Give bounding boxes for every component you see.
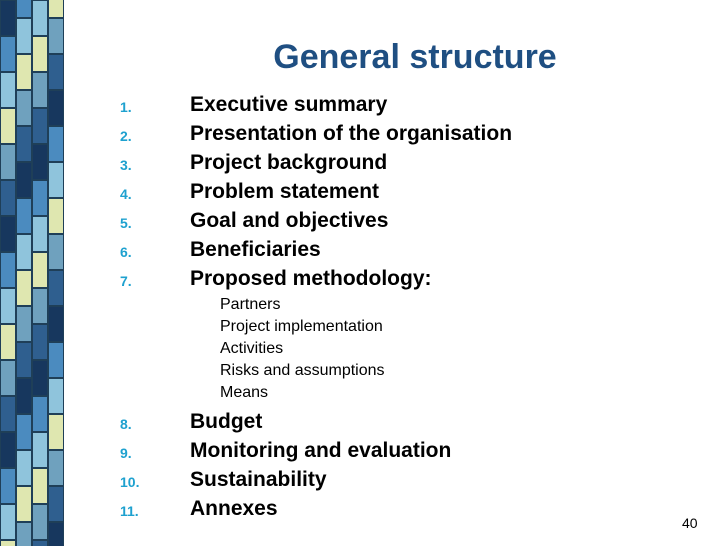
- sub-list-item: Activities: [220, 340, 284, 357]
- list-item: [120, 437, 680, 466]
- item-label: Goal and objectives: [190, 209, 389, 232]
- item-label: Monitoring and evaluation: [190, 439, 452, 462]
- decorative-square: [48, 126, 64, 162]
- decorative-square: [16, 54, 32, 90]
- decorative-square: [48, 18, 64, 54]
- decorative-square: [48, 486, 64, 522]
- decorative-square: [32, 432, 48, 468]
- decorative-square: [0, 36, 16, 72]
- decorative-square: [48, 378, 64, 414]
- decorative-square: [0, 144, 16, 180]
- decorative-square: [48, 0, 64, 18]
- decorative-square: [0, 216, 16, 252]
- decorative-square: [32, 36, 48, 72]
- item-number: 8.: [120, 416, 132, 432]
- decorative-square: [0, 324, 16, 360]
- decorative-square: [32, 180, 48, 216]
- decorative-square: [32, 396, 48, 432]
- decorative-square: [32, 504, 48, 540]
- structure-list: [120, 91, 680, 524]
- decorative-square: [0, 360, 16, 396]
- decorative-square: [16, 18, 32, 54]
- decorative-square: [32, 540, 48, 546]
- item-number: 5.: [120, 215, 132, 231]
- slide-title: General structure: [273, 38, 557, 76]
- decorative-square: [32, 288, 48, 324]
- decorative-square: [32, 324, 48, 360]
- item-number: 10.: [120, 474, 140, 490]
- decorative-square: [16, 270, 32, 306]
- decorative-square: [16, 342, 32, 378]
- decorative-square: [32, 72, 48, 108]
- sub-list-item: Means: [220, 384, 269, 401]
- list-item: [120, 265, 680, 294]
- decorative-square: [0, 288, 16, 324]
- item-number: 6.: [120, 244, 132, 260]
- list-item: [120, 149, 680, 178]
- list-item: [120, 120, 680, 149]
- item-label: Budget: [190, 410, 263, 433]
- decorative-square: [0, 504, 16, 540]
- decorative-square: [48, 198, 64, 234]
- decorative-square: [0, 396, 16, 432]
- sub-list-item: Partners: [220, 296, 281, 313]
- decorative-square: [0, 432, 16, 468]
- decorative-square: [0, 468, 16, 504]
- decorative-square: [48, 234, 64, 270]
- item-number: 2.: [120, 128, 132, 144]
- decorative-square: [16, 234, 32, 270]
- item-label: Annexes: [190, 497, 278, 520]
- decorative-square: [0, 108, 16, 144]
- decorative-square: [16, 450, 32, 486]
- decorative-square: [48, 306, 64, 342]
- decorative-square: [48, 342, 64, 378]
- sub-list-item: Risks and assumptions: [220, 362, 385, 379]
- decorative-square: [16, 522, 32, 546]
- decorative-square: [48, 162, 64, 198]
- item-label: Executive summary: [190, 93, 388, 116]
- item-number: 9.: [120, 445, 132, 461]
- decorative-square: [16, 378, 32, 414]
- decorative-square: [32, 252, 48, 288]
- decorative-square: [48, 90, 64, 126]
- item-label: Presentation of the organisation: [190, 122, 513, 145]
- decorative-square: [0, 72, 16, 108]
- item-label: Sustainability: [190, 468, 327, 491]
- decorative-square: [32, 360, 48, 396]
- sub-list-item: Project implementation: [220, 318, 383, 335]
- item-number: 3.: [120, 157, 132, 173]
- item-label: Proposed methodology:: [190, 267, 432, 290]
- decorative-square: [32, 108, 48, 144]
- item-number: 7.: [120, 273, 132, 289]
- item-label: Problem statement: [190, 180, 380, 203]
- page-number: 40: [682, 515, 698, 531]
- decorative-square: [32, 468, 48, 504]
- decorative-square: [48, 54, 64, 90]
- decorative-square: [16, 198, 32, 234]
- decorative-square: [48, 522, 64, 546]
- list-item: [120, 236, 680, 265]
- decorative-square: [48, 270, 64, 306]
- decorative-square: [48, 450, 64, 486]
- list-item: [120, 495, 680, 524]
- decorative-square: [16, 414, 32, 450]
- item-label: Project background: [190, 151, 388, 174]
- list-item: [120, 207, 680, 236]
- list-item: [120, 91, 680, 120]
- item-label: Beneficiaries: [190, 238, 321, 261]
- decorative-square: [16, 90, 32, 126]
- list-item: [120, 466, 680, 495]
- item-number: 11.: [120, 503, 139, 519]
- methodology-subitems: [120, 294, 680, 408]
- item-number: 1.: [120, 99, 132, 115]
- decorative-square: [0, 0, 16, 36]
- decorative-square-strip: [0, 0, 80, 546]
- decorative-square: [32, 0, 48, 36]
- decorative-square: [48, 414, 64, 450]
- decorative-square: [0, 252, 16, 288]
- decorative-square: [16, 306, 32, 342]
- decorative-square: [32, 216, 48, 252]
- list-item: [120, 408, 680, 437]
- decorative-square: [16, 486, 32, 522]
- list-item: [120, 178, 680, 207]
- decorative-square: [0, 540, 16, 546]
- decorative-square: [32, 144, 48, 180]
- decorative-square: [0, 180, 16, 216]
- decorative-square: [16, 162, 32, 198]
- item-number: 4.: [120, 186, 132, 202]
- decorative-square: [16, 126, 32, 162]
- decorative-square: [16, 0, 32, 18]
